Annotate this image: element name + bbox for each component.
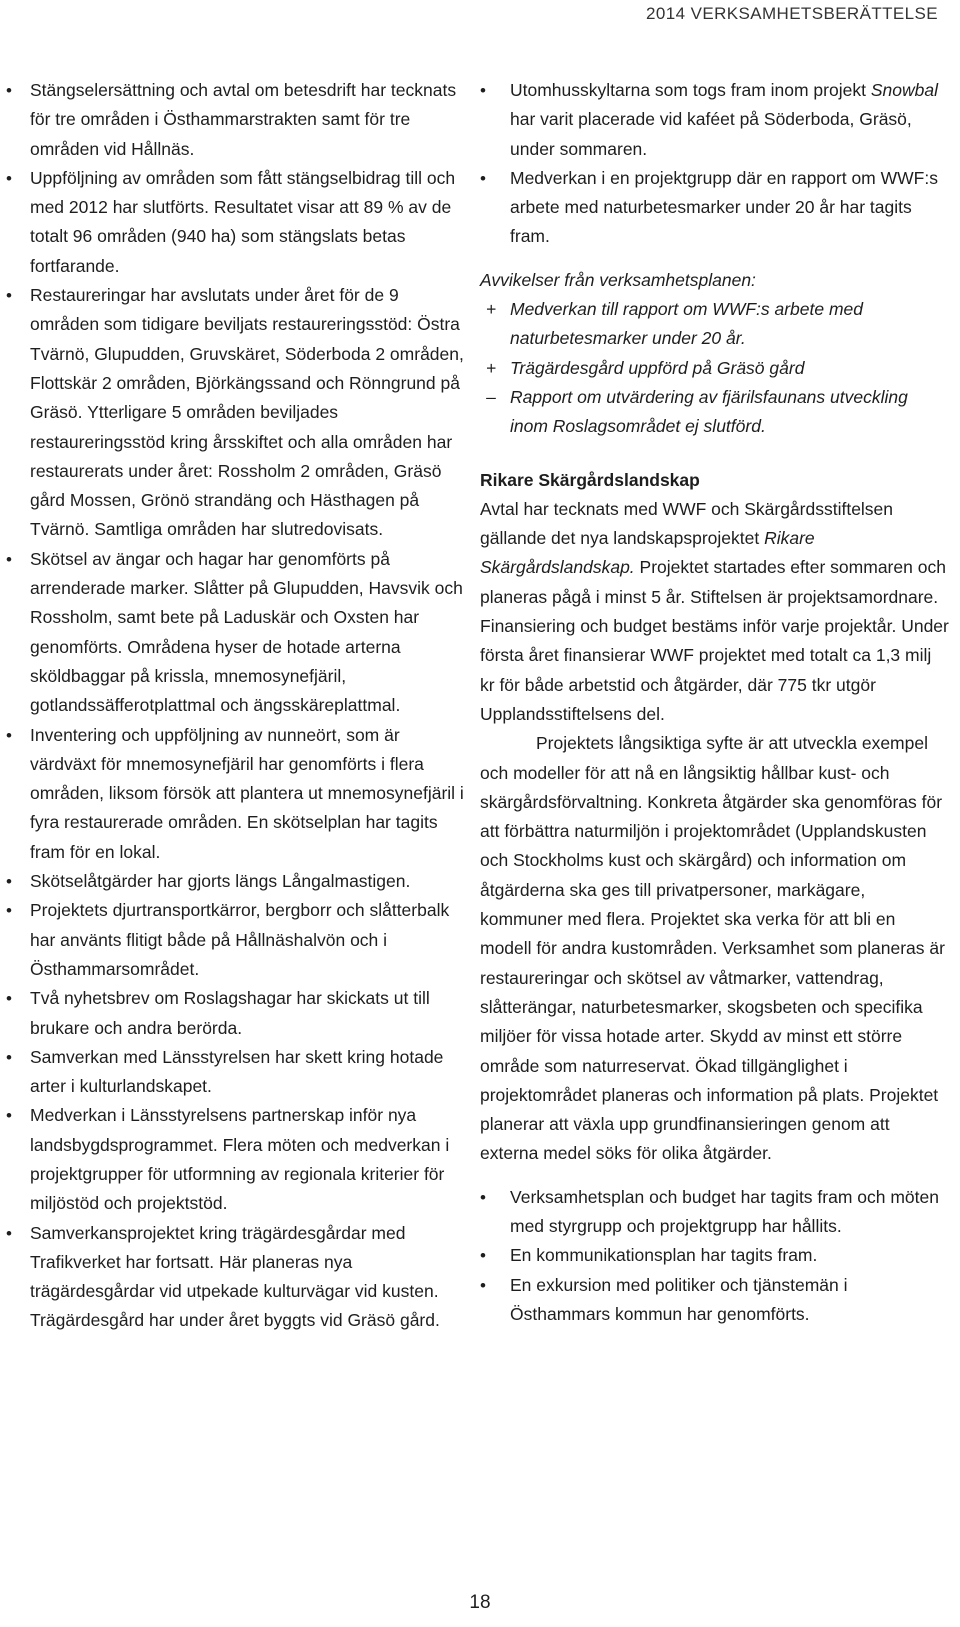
right-top-bullet-list [480,76,950,252]
page-number: 18 [469,1592,491,1613]
list-item: • Samverkansprojektet kring trägärdesgårdar med Trafikverket har fortsatt. Här planeras nya trägärdesgårdar vid utpekade kulturvägar vid kusten. Trägärdesgård har under året byggts vid Gräsö gård. [6,1219,466,1336]
section-paragraph: Avtal har tecknats med WWF och Skärgårdsstiftelsen gällande det nya landskapsprojektet Rikare Skärgårdslandskap. Projektet startades efter sommaren och planeras pågå i minst 5 år. Stiftelsen är projektsamordnare. Finansiering och budget bestäms inför varje projektår. Under första året finansierar WWF projektet med totalt ca 1,3 milj kr för både arbetstid och åtgärder, där 775 tkr utgör Upplandsstiftelsens del. [480,498,949,724]
list-item: • Stängselersättning och avtal om betesdrift har tecknats för tre områden i Östhammarstrakten samt för tre områden vid Hållnäs. [6,76,466,164]
plus-sign: + [485,299,497,320]
list-item: • Skötsel av ängar och hagar har genomförts på arrenderade marker. Slåtter på Glupudden, Havsvik och Rossholm, samt bete på Laduskär och Oxsten har genomförts. Områdena hyser de hotade arterna sköldbaggar på krissla, mnemosynefjäril, gotlandssäfferotplattmal och ängsskäreplattmal. [6,545,466,721]
list-item: • Restaureringar har avslutats under året för de 9 områden som tidigare beviljats restaureringsstöd: Östra Tvärnö, Glupudden, Gruvskäret, Söderboda 2 områden, Flottskär 2 områden, Björkängssand och Rönngrund på Gräsö. Ytterligare 5 områden beviljades restaureringsstöd kring årsskiftet och alla områden har restaurerats under året: Rossholm 2 områden, Gräsö gård Mossen, Grönö strandäng och Hästhagen på Tvärnö. Samtliga områden har slutredovisats. [6,281,466,545]
right-column [480,76,950,1329]
left-column [6,76,466,1336]
section-title: Rikare Skärgårdslandskap [480,469,700,490]
list-item: • Utomhusskyltarna som togs fram inom projekt Snowbal har varit placerade vid kaféet på Söderboda, Gräsö, under sommaren. [480,76,950,164]
left-bullet-list [6,76,466,1336]
project-name: Rikare Skärgårdslandskap. [480,528,815,578]
list-item: • Två nyhetsbrev om Roslagshagar har skickats ut till brukare och andra berörda. [6,984,466,1043]
deviations-list [480,295,950,441]
list-item-continuation: Ytterligare 5 områden beviljades restaureringsstöd kring årsskiftet och alla områden har restaurerats under året: Rossholm 2 områden, Gräsö gård Mossen, Grönö strandäng och Hästhagen på Tvärnö. Samtliga områden har slutredovisats. [30,402,453,540]
list-item: • Uppföljning av områden som fått stängselbidrag till och med 2012 har slutförts. Resultatet visar att 89 % av de totalt 96 områden (940 ha) som stängslats betas fortfarande. [6,164,466,281]
project-name: Snowbal [870,80,938,100]
list-item: • Skötselåtgärder har gjorts längs Långalmastigen. [6,867,466,896]
plus-sign: + [485,357,497,378]
section-paragraph: Projektets långsiktiga syfte är att utveckla exempel och modeller för att nå en långsiktig hållbar kust- och skärgårdsförvaltning. Konkreta åtgärder ska genomföras för att förbättra naturmiljön i projektområdet (Upplandskusten och Stockholms kust och skärgård) och information om åtgärderna ska ges till privatpersoner, markägare, kommuner med flera. Projektet ska verka för att bli en modell för andra kustområden. Verksamhet som planeras är restaureringar och skötsel av våtmarker, vattendrag, slåtterängar, naturbetesmarker, skogsbeten och specifika miljöer för vissa hotade arter. Skydd av minst ett större område som naturreservat. Ökad tillgänglighet i projektområdet planeras och information på plats. Projektet planerar att växla upp grundfinansieringen genom att externa medel söks för olika åtgärder. [480,733,945,1164]
list-item: • Samverkan med Länsstyrelsen har skett kring hotade arter i kulturlandskapet. [6,1043,466,1102]
list-item: • Projektets djurtransportkärror, bergborr och slåtterbalk har använts flitigt både på Hållnäshalvön och i Östhammarsområdet. [6,896,466,984]
deviations-heading: Avvikelser från verksamhetsplanen: [480,269,756,290]
list-item: • En exkursion med politiker och tjänstemän i Östhammars kommun har genomförts. [480,1271,950,1330]
deviation-item: – Rapport om utvärdering av fjärilsfaunans utveckling inom Roslagsområdet ej slutförd. [480,383,950,442]
deviation-item: + Medverkan till rapport om WWF:s arbete med naturbetesmarker under 20 år. [480,295,950,354]
running-header: 2014 VERKSAMHETSBERÄTTELSE [646,4,938,23]
deviation-item: + Trägärdesgård uppförd på Gräsö gård [480,354,950,383]
list-item: • Medverkan i en projektgrupp där en rapport om WWF:s arbete med naturbetesmarker under 20 år har tagits fram. [480,164,950,252]
list-item: • En kommunikationsplan har tagits fram. [480,1241,950,1270]
list-item: • Medverkan i Länsstyrelsens partnerskap inför nya landsbygdsprogrammet. Flera möten och medverkan i projektgrupper för utformning av regionala kriterier för miljöstöd och projektstöd. [6,1101,466,1218]
list-item: • Verksamhetsplan och budget har tagits fram och möten med styrgrupp och projektgrupp har hållits. [480,1183,950,1242]
right-bottom-bullet-list [480,1183,950,1329]
list-item: • Inventering och uppföljning av nunneört, som är värdväxt för mnemosynefjäril har genomförts i flera områden, liksom försök att plantera ut mnemosynefjäril i fyra restaurerade områden. En skötselplan har tagits fram för en lokal. [6,721,466,867]
minus-sign: – [486,386,496,407]
